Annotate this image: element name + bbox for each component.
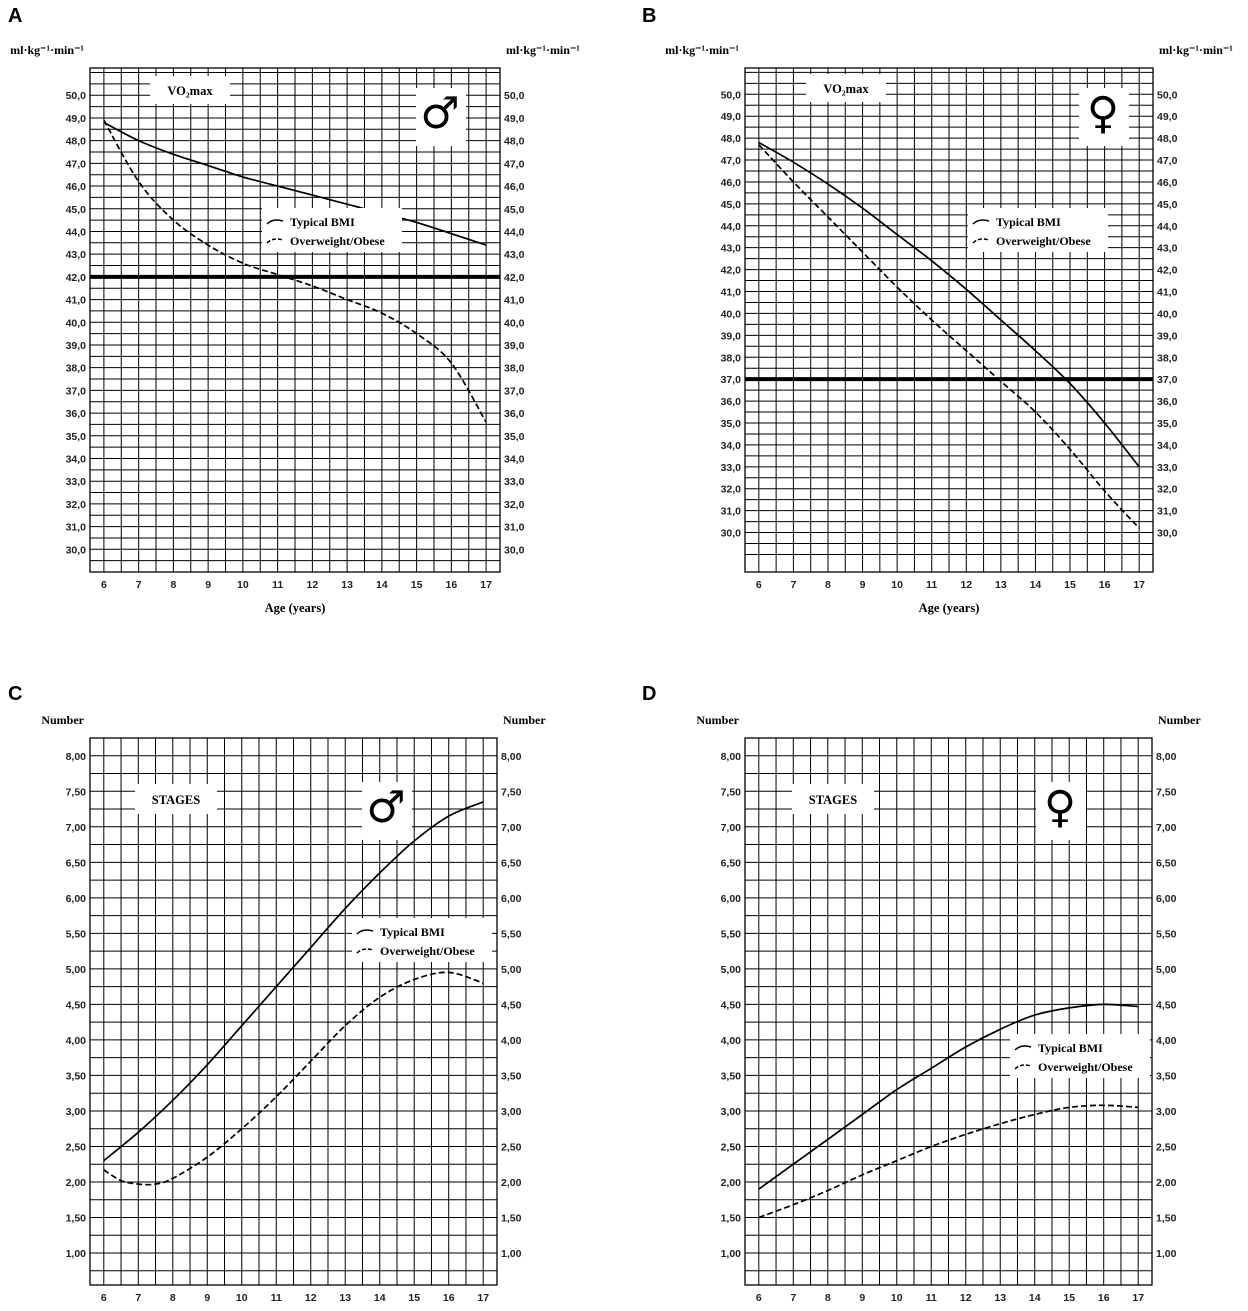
y-axis-label-left: ml·kg⁻¹·min⁻¹ [10,43,84,57]
x-tick: 8 [170,579,177,591]
y-tick-left: 1,00 [65,1248,86,1261]
y-tick-right: 43,0 [1157,242,1178,255]
y-tick-right: 4,00 [1156,1034,1177,1047]
x-tick: 8 [825,579,831,591]
x-tick: 15 [1064,579,1076,591]
y-tick-left: 35,0 [720,417,741,430]
x-tick: 12 [959,1292,972,1304]
x-tick: 8 [824,1292,831,1304]
y-tick-right: 35,0 [1157,417,1178,430]
y-tick-left: 43,0 [720,242,741,255]
y-tick-right: 47,0 [504,158,525,171]
male-symbol-icon: ♂ [366,782,406,833]
y-tick-right: 39,0 [1157,330,1178,343]
y-tick-left: 34,0 [65,453,86,466]
x-tick: 10 [235,1292,248,1304]
x-tick: 17 [477,1292,490,1304]
legend-entry: Typical BMI [290,215,355,229]
x-tick: 10 [237,579,249,591]
y-axis-label-left: ml·kg⁻¹·min⁻¹ [665,43,739,57]
y-tick-left: 4,00 [65,1034,86,1047]
legend-entry: Typical BMI [1038,1041,1103,1055]
y-tick-left: 31,0 [720,505,741,518]
y-tick-right: 46,0 [1157,176,1178,189]
y-tick-left: 33,0 [65,476,86,489]
panel-letter: A [8,5,23,27]
panel-letter: D [642,683,657,705]
x-tick: 11 [272,579,284,591]
y-tick-right: 49,0 [504,112,525,125]
x-tick: 14 [373,1292,386,1304]
x-tick: 16 [1097,1292,1110,1304]
measure-label: VO₂max [167,84,213,98]
y-tick-right: 48,0 [1157,133,1178,146]
x-tick: 6 [100,1292,107,1304]
x-tick: 7 [135,579,142,591]
y-tick-right: 34,0 [504,453,525,466]
y-tick-right: 4,00 [501,1034,522,1047]
panel-c [8,683,546,1311]
y-tick-right: 47,0 [1157,155,1178,168]
y-tick-right: 6,00 [501,892,522,905]
female-symbol-icon: ♀ [1043,782,1077,833]
x-tick: 9 [205,579,212,591]
y-tick-right: 7,50 [1156,786,1177,799]
y-tick-right: 42,0 [1157,264,1178,277]
x-tick: 14 [1028,1292,1041,1304]
x-tick: 7 [790,579,797,591]
y-tick-right: 3,00 [1156,1105,1177,1118]
y-tick-left: 6,00 [65,892,86,905]
x-tick: 12 [304,1292,317,1304]
y-tick-right: 32,0 [1157,483,1178,496]
x-tick: 13 [995,579,1007,591]
y-tick-right: 41,0 [1157,286,1178,299]
y-tick-left: 4,50 [65,999,86,1012]
y-tick-left: 32,0 [65,498,86,511]
y-tick-left: 2,50 [720,1141,741,1154]
x-tick: 17 [1132,1292,1145,1304]
y-tick-left: 7,50 [65,786,86,799]
y-tick-right: 44,0 [504,226,525,239]
x-tick: 15 [410,579,423,591]
y-tick-right: 38,0 [1157,352,1178,365]
x-tick: 9 [204,1292,211,1304]
y-tick-right: 45,0 [504,203,525,216]
y-tick-right: 35,0 [504,430,525,443]
y-tick-right: 2,00 [1156,1176,1177,1189]
y-tick-right: 2,00 [501,1176,522,1189]
y-tick-right: 36,0 [1157,396,1178,409]
x-tick: 13 [339,1292,352,1304]
y-tick-left: 30,0 [65,544,86,557]
y-tick-left: 41,0 [720,286,741,299]
x-tick: 9 [859,579,866,591]
y-tick-right: 46,0 [504,181,525,194]
x-tick: 11 [925,1292,937,1304]
y-tick-left: 40,0 [65,317,86,330]
x-tick: 15 [408,1292,421,1304]
y-tick-right: 33,0 [504,476,525,489]
y-axis-label-right: Number [503,713,546,727]
x-tick: 15 [1063,1292,1076,1304]
y-tick-right: 6,50 [1156,857,1177,870]
y-tick-left: 6,50 [720,857,741,870]
legend [352,918,492,962]
y-tick-left: 45,0 [65,203,86,216]
x-tick: 16 [1098,579,1111,591]
y-tick-left: 40,0 [720,308,741,321]
y-tick-right: 3,50 [501,1070,522,1083]
y-tick-left: 1,00 [720,1248,741,1261]
y-tick-right: 49,0 [1157,111,1178,124]
y-axis-label-right: Number [1158,713,1201,727]
y-tick-right: 36,0 [504,408,525,421]
y-tick-right: 8,00 [501,750,522,763]
y-tick-right: 4,50 [501,999,522,1012]
y-tick-left: 5,50 [720,928,741,941]
y-tick-right: 41,0 [504,294,525,307]
y-tick-left: 50,0 [65,90,86,103]
y-tick-left: 6,50 [65,857,86,870]
y-tick-left: 46,0 [65,181,86,194]
x-tick: 13 [994,1292,1007,1304]
y-tick-right: 45,0 [1157,198,1178,211]
x-axis-label: Age (years) [264,601,326,615]
x-tick: 6 [755,579,762,591]
y-tick-left: 3,50 [720,1070,741,1083]
y-tick-left: 35,0 [65,430,86,443]
legend [262,208,402,252]
y-tick-left: 44,0 [65,226,86,239]
x-tick: 7 [135,1292,142,1304]
y-tick-right: 37,0 [504,385,525,398]
x-tick: 11 [270,1292,282,1304]
y-tick-left: 47,0 [65,158,86,171]
y-axis-label-left: Number [41,713,84,727]
grid [745,738,1152,1285]
y-tick-left: 4,50 [720,999,741,1012]
y-tick-right: 5,00 [1156,963,1177,976]
legend-entry: Overweight/Obese [380,944,475,958]
y-tick-left: 33,0 [720,461,741,474]
legend-entry: Typical BMI [380,925,445,939]
y-tick-left: 42,0 [720,264,741,277]
y-tick-left: 3,00 [720,1105,741,1118]
female-symbol-icon: ♀ [1086,88,1120,139]
y-tick-left: 7,00 [720,821,741,834]
y-tick-right: 50,0 [504,90,525,103]
y-tick-left: 48,0 [65,135,86,148]
y-tick-left: 2,00 [720,1176,741,1189]
y-tick-right: 6,50 [501,857,522,870]
y-tick-right: 7,50 [501,786,522,799]
y-tick-left: 4,00 [720,1034,741,1047]
y-tick-left: 8,00 [65,750,86,763]
y-axis-label-left: Number [696,713,739,727]
x-tick: 12 [960,579,973,591]
y-tick-left: 5,50 [65,928,86,941]
y-tick-left: 1,50 [65,1212,86,1225]
y-tick-left: 39,0 [65,339,86,352]
y-tick-right: 1,00 [501,1248,522,1261]
y-tick-left: 2,00 [65,1176,86,1189]
panel-letter: C [8,683,23,705]
y-axis-label-right: ml·kg⁻¹·min⁻¹ [506,43,580,57]
y-tick-right: 31,0 [1157,505,1178,518]
x-tick: 9 [859,1292,866,1304]
y-tick-right: 1,00 [1156,1248,1177,1261]
y-tick-right: 3,00 [501,1105,522,1118]
y-tick-right: 2,50 [1156,1141,1177,1154]
y-tick-left: 36,0 [720,396,741,409]
y-tick-left: 44,0 [720,220,741,233]
y-tick-left: 49,0 [720,111,741,124]
y-tick-right: 39,0 [504,339,525,352]
y-tick-left: 38,0 [65,362,86,375]
y-tick-left: 6,00 [720,892,741,905]
y-axis-label-right: ml·kg⁻¹·min⁻¹ [1159,43,1233,57]
x-tick: 6 [755,1292,762,1304]
legend-entry: Overweight/Obese [996,234,1091,248]
y-tick-left: 42,0 [65,271,86,284]
y-tick-right: 7,00 [501,821,522,834]
x-tick: 6 [100,579,107,591]
y-tick-left: 3,50 [65,1070,86,1083]
grid [90,738,497,1285]
y-tick-left: 7,00 [65,821,86,834]
y-tick-right: 42,0 [504,271,525,284]
y-tick-right: 1,50 [501,1212,522,1225]
y-tick-right: 7,00 [1156,821,1177,834]
x-tick: 17 [480,579,492,591]
x-tick: 12 [306,579,319,591]
legend [968,208,1108,252]
y-tick-right: 8,00 [1156,750,1177,763]
x-tick: 16 [445,579,458,591]
y-tick-right: 43,0 [504,249,525,262]
y-tick-right: 2,50 [501,1141,522,1154]
y-tick-left: 1,50 [720,1212,741,1225]
y-tick-left: 41,0 [65,294,86,307]
y-tick-right: 30,0 [1157,527,1178,540]
y-tick-left: 37,0 [720,374,741,387]
x-tick: 10 [890,1292,903,1304]
x-tick: 14 [376,579,388,591]
y-tick-left: 32,0 [720,483,741,496]
y-tick-right: 37,0 [1157,374,1178,387]
y-tick-left: 38,0 [720,352,741,365]
legend-entry: Overweight/Obese [1038,1060,1133,1074]
y-tick-left: 3,00 [65,1105,86,1118]
y-tick-right: 34,0 [1157,439,1178,452]
legend-entry: Overweight/Obese [290,234,385,248]
measure-label: STAGES [151,793,201,807]
y-tick-left: 8,00 [720,750,741,763]
y-tick-right: 40,0 [1157,308,1178,321]
y-tick-right: 33,0 [1157,461,1178,474]
y-tick-right: 5,50 [1156,928,1177,941]
y-tick-right: 6,00 [1156,892,1177,905]
x-tick: 13 [341,579,353,591]
y-tick-left: 30,0 [720,527,741,540]
y-tick-right: 40,0 [504,317,525,330]
x-tick: 14 [1029,579,1042,591]
panel-a [8,5,580,615]
y-tick-left: 36,0 [65,408,86,421]
y-tick-left: 5,00 [65,963,86,976]
y-tick-left: 34,0 [720,439,741,452]
x-tick: 7 [790,1292,797,1304]
y-tick-left: 5,00 [720,963,741,976]
legend [1010,1034,1150,1078]
x-tick: 16 [442,1292,455,1304]
panel-letter: B [642,5,657,27]
x-tick: 10 [891,579,903,591]
y-tick-right: 32,0 [504,498,525,511]
y-tick-left: 50,0 [720,89,741,102]
y-tick-right: 50,0 [1157,89,1178,102]
y-tick-left: 49,0 [65,112,86,125]
y-tick-left: 7,50 [720,786,741,799]
panel-d [642,683,1201,1311]
y-tick-left: 43,0 [65,249,86,262]
y-tick-right: 1,50 [1156,1212,1177,1225]
x-axis-label: Age (years) [918,601,980,615]
y-tick-left: 37,0 [65,385,86,398]
y-tick-right: 4,50 [1156,999,1177,1012]
y-tick-right: 44,0 [1157,220,1178,233]
y-tick-left: 2,50 [65,1141,86,1154]
y-tick-right: 5,00 [501,963,522,976]
x-tick: 17 [1133,579,1146,591]
y-tick-right: 48,0 [504,135,525,148]
y-tick-right: 5,50 [501,928,522,941]
y-tick-left: 48,0 [720,133,741,146]
x-tick: 8 [169,1292,176,1304]
measure-label: STAGES [808,793,858,807]
y-tick-left: 31,0 [65,521,86,534]
y-tick-right: 3,50 [1156,1070,1177,1083]
male-symbol-icon: ♂ [420,88,460,139]
legend-entry: Typical BMI [996,215,1061,229]
y-tick-right: 30,0 [504,544,525,557]
y-tick-left: 47,0 [720,155,741,168]
y-tick-left: 46,0 [720,176,741,189]
y-tick-left: 39,0 [720,330,741,343]
y-tick-right: 38,0 [504,362,525,375]
measure-label: VO₂max [823,82,869,96]
x-tick: 11 [926,579,938,591]
y-tick-right: 31,0 [504,521,525,534]
panel-b [642,5,1233,615]
y-tick-left: 45,0 [720,198,741,211]
